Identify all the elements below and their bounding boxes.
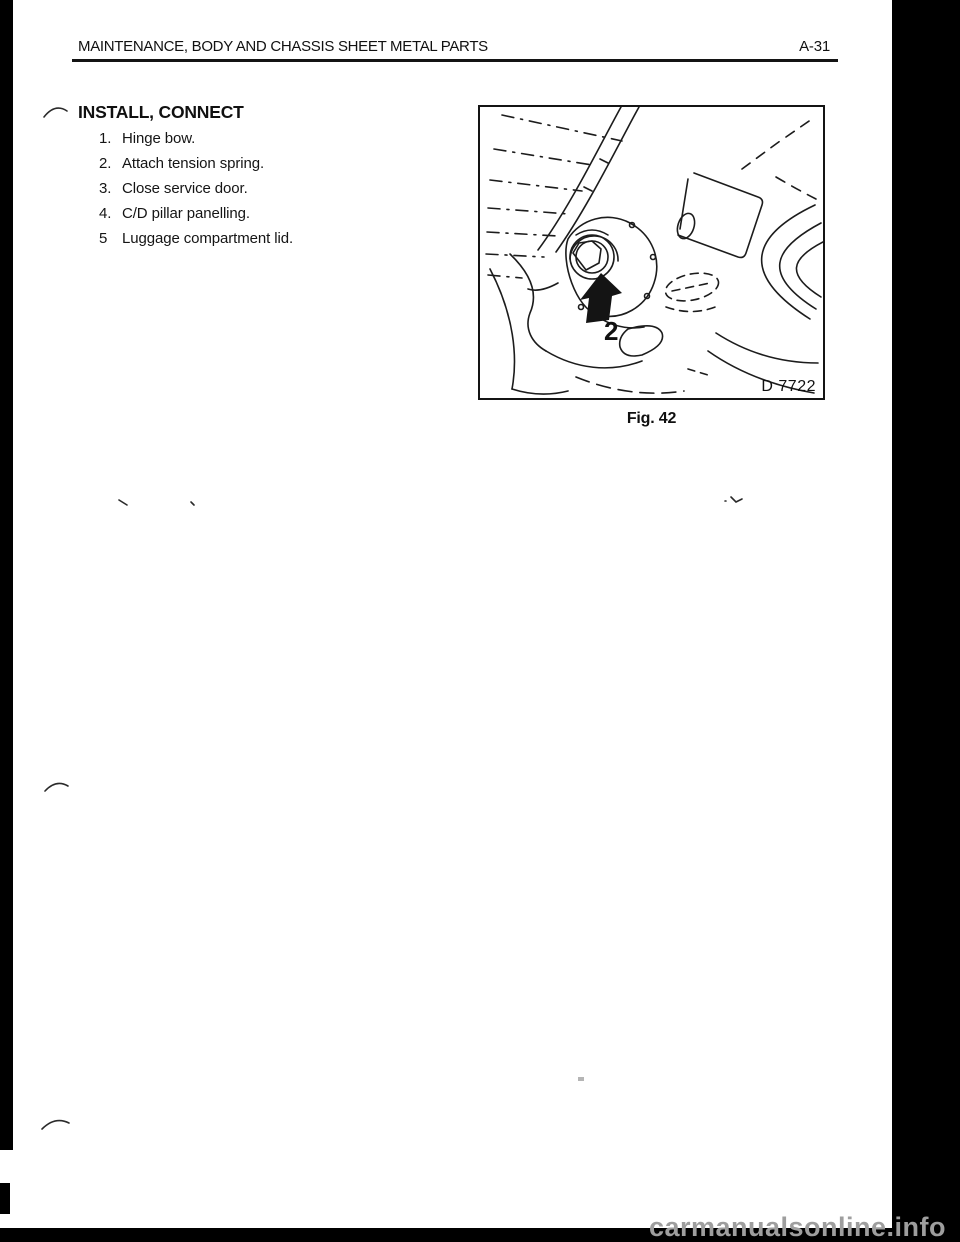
margin-squiggle <box>45 783 68 791</box>
quarter-panel-curves <box>762 205 823 319</box>
step-number: 5 <box>99 230 108 247</box>
list-item <box>99 180 429 205</box>
bolt-head <box>570 235 614 279</box>
figure-frame <box>478 105 825 400</box>
latch-bracket <box>674 173 762 258</box>
step-number: 2. <box>99 155 112 172</box>
header-title: MAINTENANCE, BODY AND CHASSIS SHEET METAL PARTS <box>78 38 488 55</box>
step-text: C/D pillar panelling. <box>122 205 250 222</box>
scan-edge-left-nub <box>0 1183 10 1214</box>
body-edge-dashes <box>742 119 816 199</box>
compartment-outline <box>490 254 684 394</box>
step-text: Close service door. <box>122 180 248 197</box>
step-number: 1. <box>99 130 112 147</box>
page-number: A-31 <box>799 38 830 55</box>
step-number: 4. <box>99 205 112 222</box>
speck-mark <box>119 500 127 505</box>
hinge-line-drawing <box>480 107 823 398</box>
header-rule <box>72 59 838 62</box>
step-text: Hinge bow. <box>122 130 196 147</box>
callout-2-label: 2 <box>604 316 619 346</box>
list-item <box>99 130 429 155</box>
step-text: Attach tension spring. <box>122 155 265 172</box>
figure-42 <box>478 105 825 428</box>
panel-hatching <box>486 115 622 278</box>
scan-edge-right <box>892 0 960 1242</box>
spring-seat <box>663 269 721 312</box>
scan-edge-left <box>0 0 13 1150</box>
step-list <box>99 130 429 255</box>
speck-mark <box>191 502 194 505</box>
list-item <box>99 205 429 230</box>
figure-caption: Fig. 42 <box>626 410 677 427</box>
list-item <box>99 230 429 255</box>
faint-speck <box>578 1077 584 1081</box>
watermark: carmanualsonline.info <box>648 1212 946 1242</box>
section-heading: INSTALL, CONNECT <box>78 102 244 122</box>
list-item <box>99 155 429 180</box>
drawing-code: D 7722 <box>761 378 816 395</box>
margin-squiggle <box>42 1121 69 1129</box>
step-text: Luggage compartment lid. <box>122 230 294 247</box>
margin-squiggle <box>44 108 67 117</box>
step-number: 3. <box>99 180 112 197</box>
speck-mark <box>725 497 742 502</box>
